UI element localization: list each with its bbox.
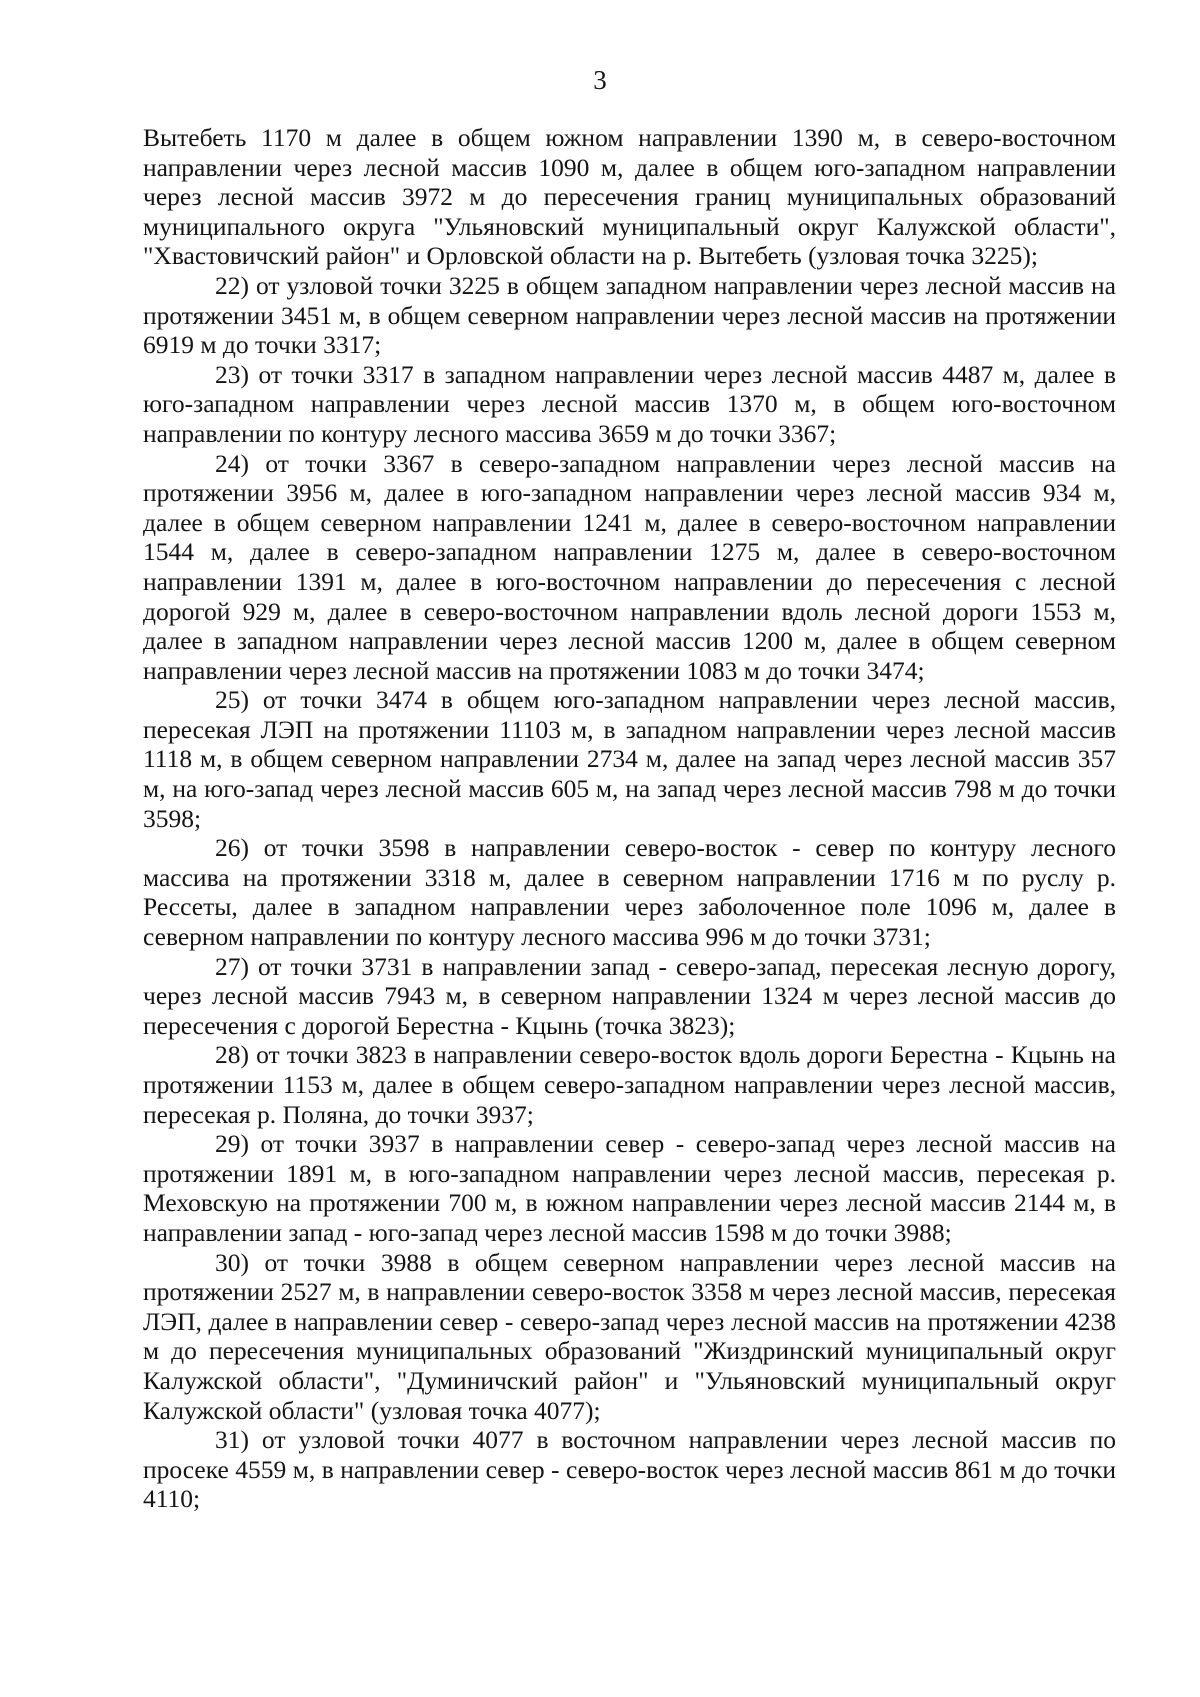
paragraph-item-23: 23) от точки 3317 в западном направлении через лесной массив 4487 м, далее в юго-западном направлении через лесной массив 1370 м, в общем юго-восточном направлении по контуру лесного массива 3659 м до точки 3367; xyxy=(143,359,1116,448)
paragraph-item-30: 30) от точки 3988 в общем северном направлении через лесной массив на протяжении 2527 м, в направлении северо-восток 3358 м через лесной массив, пересекая ЛЭП, далее в направлении север - северо-запад через лесной массив на протяжении 4238 м до пересечения муниципальных образований "Жиздринский муниципальный округ Калужской области", "Думиничский район" и "Ульяновский муниципальный округ Калужской области" (узловая точка 4077); xyxy=(143,1247,1116,1425)
paragraph-continuation: Вытебеть 1170 м далее в общем южном направлении 1390 м, в северо-восточном направлении через лесной массив 1090 м, далее в общем юго-западном направлении через лесной массив 3972 м до пересечения границ муниципальных образований муниципального округа "Ульяновский муниципальный округ Калужской области", "Хвастовичский район" и Орловской области на р. Вытебеть (узловая точка 3225); xyxy=(143,123,1116,271)
page-number: 3 xyxy=(593,65,607,95)
paragraph-item-25: 25) от точки 3474 в общем юго-западном направлении через лесной массив, пересекая ЛЭП на протяжении 11103 м, в западном направлении через лесной массив 1118 м, в общем северном направлении 2734 м, далее на запад через лесной массив 357 м, на юго-запад через лесной массив 605 м, на запад через лесной массив 798 м до точки 3598; xyxy=(143,685,1116,833)
paragraph-item-26: 26) от точки 3598 в направлении северо-восток - север по контуру лесного массива на протяжении 3318 м, далее в северном направлении 1716 м по руслу р. Рессеты, далее в западном направлении через заболоченное поле 1096 м, далее в северном направлении по контуру лесного массива 996 м до точки 3731; xyxy=(143,833,1116,952)
paragraph-item-28: 28) от точки 3823 в направлении северо-восток вдоль дороги Берестна - Кцынь на протяжении 1153 м, далее в общем северо-западном направлении через лесной массив, пересекая р. Поляна, до точки 3937; xyxy=(143,1040,1116,1129)
paragraph-item-24: 24) от точки 3367 в северо-западном направлении через лесной массив на протяжении 3956 м, далее в юго-западном направлении через лесной массив 934 м, далее в общем северном направлении 1241 м, далее в северо-восточном направлении 1544 м, далее в северо-западном направлении 1275 м, далее в северо-восточном направлении 1391 м, далее в юго-восточном направлении до пересечения с лесной дорогой 929 м, далее в северо-восточном направлении вдоль лесной дороги 1553 м, далее в западном направлении через лесной массив 1200 м, далее в общем северном направлении через лесной массив на протяжении 1083 м до точки 3474; xyxy=(143,448,1116,685)
paragraph-item-27: 27) от точки 3731 в направлении запад - северо-запад, пересекая лесную дорогу, через лесной массив 7943 м, в северном направлении 1324 м через лесной массив до пересечения с дорогой Берестна - Кцынь (точка 3823); xyxy=(143,951,1116,1040)
paragraph-item-31: 31) от узловой точки 4077 в восточном направлении через лесной массив по просеке 4559 м, в направлении север - северо-восток через лесной массив 861 м до точки 4110; xyxy=(143,1425,1116,1514)
document-body xyxy=(143,123,1116,1514)
paragraph-item-29: 29) от точки 3937 в направлении север - северо-запад через лесной массив на протяжении 1891 м, в юго-западном направлении через лесной массив, пересекая р. Меховскую на протяжении 700 м, в южном направлении через лесной массив 2144 м, в направлении запад - юго-запад через лесной массив 1598 м до точки 3988; xyxy=(143,1129,1116,1247)
paragraph-item-22: 22) от узловой точки 3225 в общем западном направлении через лесной массив на протяжении 3451 м, в общем северном направлении через лесной массив на протяжении 6919 м до точки 3317; xyxy=(143,270,1116,360)
